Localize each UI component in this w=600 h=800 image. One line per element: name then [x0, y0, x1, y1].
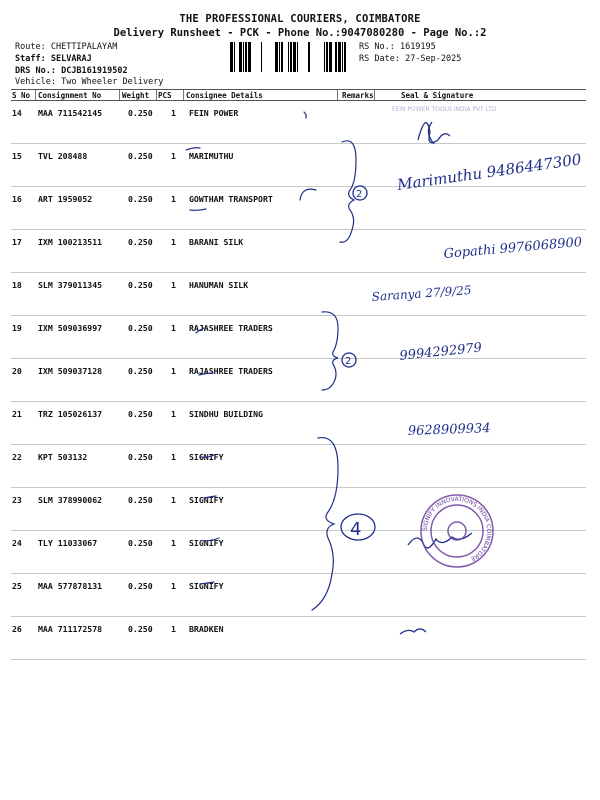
route-value: CHETTIPALAYAM	[50, 42, 118, 52]
col-pcs: PCS	[158, 91, 172, 100]
cell-weight: 0.250	[128, 366, 153, 376]
col-seal-signature: Seal & Signature	[401, 91, 474, 100]
table-row	[11, 273, 586, 316]
cell-consignment: TVL 208488	[38, 151, 88, 161]
barcode-bar	[230, 42, 233, 72]
barcode-bar	[290, 42, 292, 72]
barcode-image	[230, 42, 356, 72]
svg-text:2: 2	[345, 356, 352, 367]
page-title: THE PROFESSIONAL COURIERS, COIMBATORE	[179, 13, 421, 25]
cell-sno: 20	[12, 366, 22, 376]
rs-date-line	[359, 54, 461, 64]
page-subtitle: Delivery Runsheet - PCK - Phone No.:9047080280 - Page No.:2	[113, 27, 487, 39]
rs-date-label: RS Date:	[359, 54, 400, 64]
table-row	[11, 488, 586, 531]
table-row	[11, 359, 586, 402]
table-row	[11, 531, 586, 574]
cell-consignee: SINDHU BUILDING	[189, 409, 263, 419]
cell-weight: 0.250	[128, 409, 153, 419]
cell-consignment: IXM 509037128	[38, 366, 103, 376]
cell-pcs: 1	[171, 237, 176, 247]
cell-sno: 22	[12, 452, 22, 462]
cell-consignment: IXM 100213511	[38, 237, 103, 247]
cell-consignee: SIGNIFY	[189, 581, 224, 591]
cell-consignee: SIGNIFY	[189, 538, 224, 548]
barcode-bar	[308, 42, 310, 72]
table-row	[11, 574, 586, 617]
vehicle-label: Vehicle:	[15, 77, 56, 87]
cell-consignee: RAJASHREE TRADERS	[189, 323, 273, 333]
cell-weight: 0.250	[128, 108, 153, 118]
col-remarks: Remarks	[342, 91, 374, 100]
cell-consignee: RAJASHREE TRADERS	[189, 366, 273, 376]
cell-sno: 21	[12, 409, 22, 419]
cell-sno: 14	[12, 108, 22, 118]
table-row	[11, 402, 586, 445]
cell-consignment: KPT 503132	[38, 452, 88, 462]
barcode-bar	[234, 42, 235, 72]
barcode-bar	[275, 42, 278, 72]
barcode-bar	[344, 42, 346, 72]
rs-no-label: RS No.:	[359, 42, 395, 52]
cell-sno: 18	[12, 280, 22, 290]
staff-label: Staff:	[15, 54, 46, 64]
cell-pcs: 1	[171, 581, 176, 591]
cell-sno: 23	[12, 495, 22, 505]
cell-pcs: 1	[171, 624, 176, 634]
barcode-bar	[329, 42, 332, 72]
cell-pcs: 1	[171, 409, 176, 419]
col-weight: Weight	[122, 91, 150, 100]
cell-sno: 25	[12, 581, 22, 591]
table-row	[11, 617, 586, 660]
barcode-bar	[261, 42, 262, 72]
barcode-bar	[248, 42, 251, 72]
svg-text:FEIN POWER TOOLS INDIA PVT LTD: FEIN POWER TOOLS INDIA PVT LTD	[392, 106, 497, 113]
cell-consignee: BARANI SILK	[189, 237, 244, 247]
barcode-bar	[243, 42, 244, 72]
table-body	[11, 101, 586, 660]
barcode-bar	[297, 42, 298, 72]
barcode-bar	[245, 42, 247, 72]
rs-no-line	[359, 42, 436, 52]
cell-weight: 0.250	[128, 323, 153, 333]
cell-consignee: SIGNIFY	[189, 452, 224, 462]
cell-sno: 26	[12, 624, 22, 634]
cell-consignment: ART 1959052	[38, 194, 93, 204]
barcode-bar	[326, 42, 328, 72]
cell-weight: 0.250	[128, 624, 153, 634]
cell-weight: 0.250	[128, 581, 153, 591]
cell-pcs: 1	[171, 323, 176, 333]
cell-sno: 15	[12, 151, 22, 161]
runsheet-table	[11, 89, 586, 660]
rs-no-value: 1619195	[399, 42, 436, 52]
cell-consignment: TLY 11033067	[38, 538, 98, 548]
seal-text: SIGNIFY INNOVATIONS INDIA COIMBATORE	[421, 495, 493, 563]
barcode-bar	[324, 42, 325, 72]
route-label: Route:	[15, 42, 46, 52]
staff-value: SELVARAJ	[50, 54, 92, 64]
cell-consignee: GOWTHAM TRANSPORT	[189, 194, 273, 204]
vehicle-line	[15, 77, 163, 87]
drs-label: DRS No.:	[15, 66, 56, 76]
sig-marimuthu: Marimuthu 9486447300	[396, 150, 583, 194]
barcode-bar	[342, 42, 343, 72]
svg-text:4: 4	[350, 519, 362, 540]
cell-weight: 0.250	[128, 194, 153, 204]
vehicle-value: Two Wheeler Delivery	[61, 77, 164, 87]
cell-consignee: HANUMAN SILK	[189, 280, 249, 290]
table-header	[11, 90, 586, 101]
sig-barani: Gopathi 9976068900	[443, 234, 583, 262]
cell-consignment: MAA 577878131	[38, 581, 103, 591]
cell-weight: 0.250	[128, 280, 153, 290]
cell-pcs: 1	[171, 280, 176, 290]
col-sno: S No	[12, 91, 31, 100]
barcode-bar	[288, 42, 289, 72]
barcode-bar	[338, 42, 341, 72]
svg-text:2: 2	[356, 189, 363, 200]
cell-consignment: SLM 379011345	[38, 280, 103, 290]
cell-pcs: 1	[171, 151, 176, 161]
cell-weight: 0.250	[128, 237, 153, 247]
col-consignment: Consignment No	[38, 91, 102, 100]
cell-consignee: BRADKEN	[189, 624, 224, 634]
drs-value: DCJB161919502	[61, 66, 128, 76]
barcode-bar	[335, 42, 337, 72]
cell-consignee: MARIMUTHU	[189, 151, 234, 161]
cell-pcs: 1	[171, 194, 176, 204]
cell-weight: 0.250	[128, 495, 153, 505]
cell-consignment: IXM 509036997	[38, 323, 103, 333]
sig-hanuman: Saranya 27/9/25	[371, 283, 472, 304]
sig-sindhu: 9628909934	[407, 421, 491, 439]
cell-pcs: 1	[171, 452, 176, 462]
table-row	[11, 230, 586, 273]
table-row	[11, 187, 586, 230]
drs-line	[15, 66, 128, 76]
cell-consignment: MAA 711172578	[38, 624, 103, 634]
cell-pcs: 1	[171, 495, 176, 505]
barcode-bar	[281, 42, 283, 72]
cell-consignment: MAA 711542145	[38, 108, 103, 118]
cell-weight: 0.250	[128, 538, 153, 548]
cell-sno: 19	[12, 323, 22, 333]
cell-sno: 17	[12, 237, 22, 247]
table-row	[11, 101, 586, 144]
rs-date-value: 27-Sep-2025	[405, 54, 462, 64]
cell-consignment: SLM 378990062	[38, 495, 103, 505]
cell-consignee: FEIN POWER	[189, 108, 239, 118]
table-row	[11, 144, 586, 187]
cell-weight: 0.250	[128, 151, 153, 161]
cell-pcs: 1	[171, 366, 176, 376]
cell-weight: 0.250	[128, 452, 153, 462]
barcode-bar	[293, 42, 296, 72]
barcode-bar	[279, 42, 280, 72]
col-consignee: Consignee Details	[186, 91, 263, 100]
cell-pcs: 1	[171, 538, 176, 548]
sig-rajashree: 9994292979	[398, 340, 483, 364]
route-line	[15, 42, 117, 52]
barcode-bar	[239, 42, 242, 72]
cell-consignee: SIGNIFY	[189, 495, 224, 505]
cell-pcs: 1	[171, 108, 176, 118]
cell-sno: 24	[12, 538, 22, 548]
cell-sno: 16	[12, 194, 22, 204]
table-row	[11, 316, 586, 359]
staff-line	[15, 54, 92, 64]
cell-consignment: TRZ 105026137	[38, 409, 103, 419]
table-row	[11, 445, 586, 488]
